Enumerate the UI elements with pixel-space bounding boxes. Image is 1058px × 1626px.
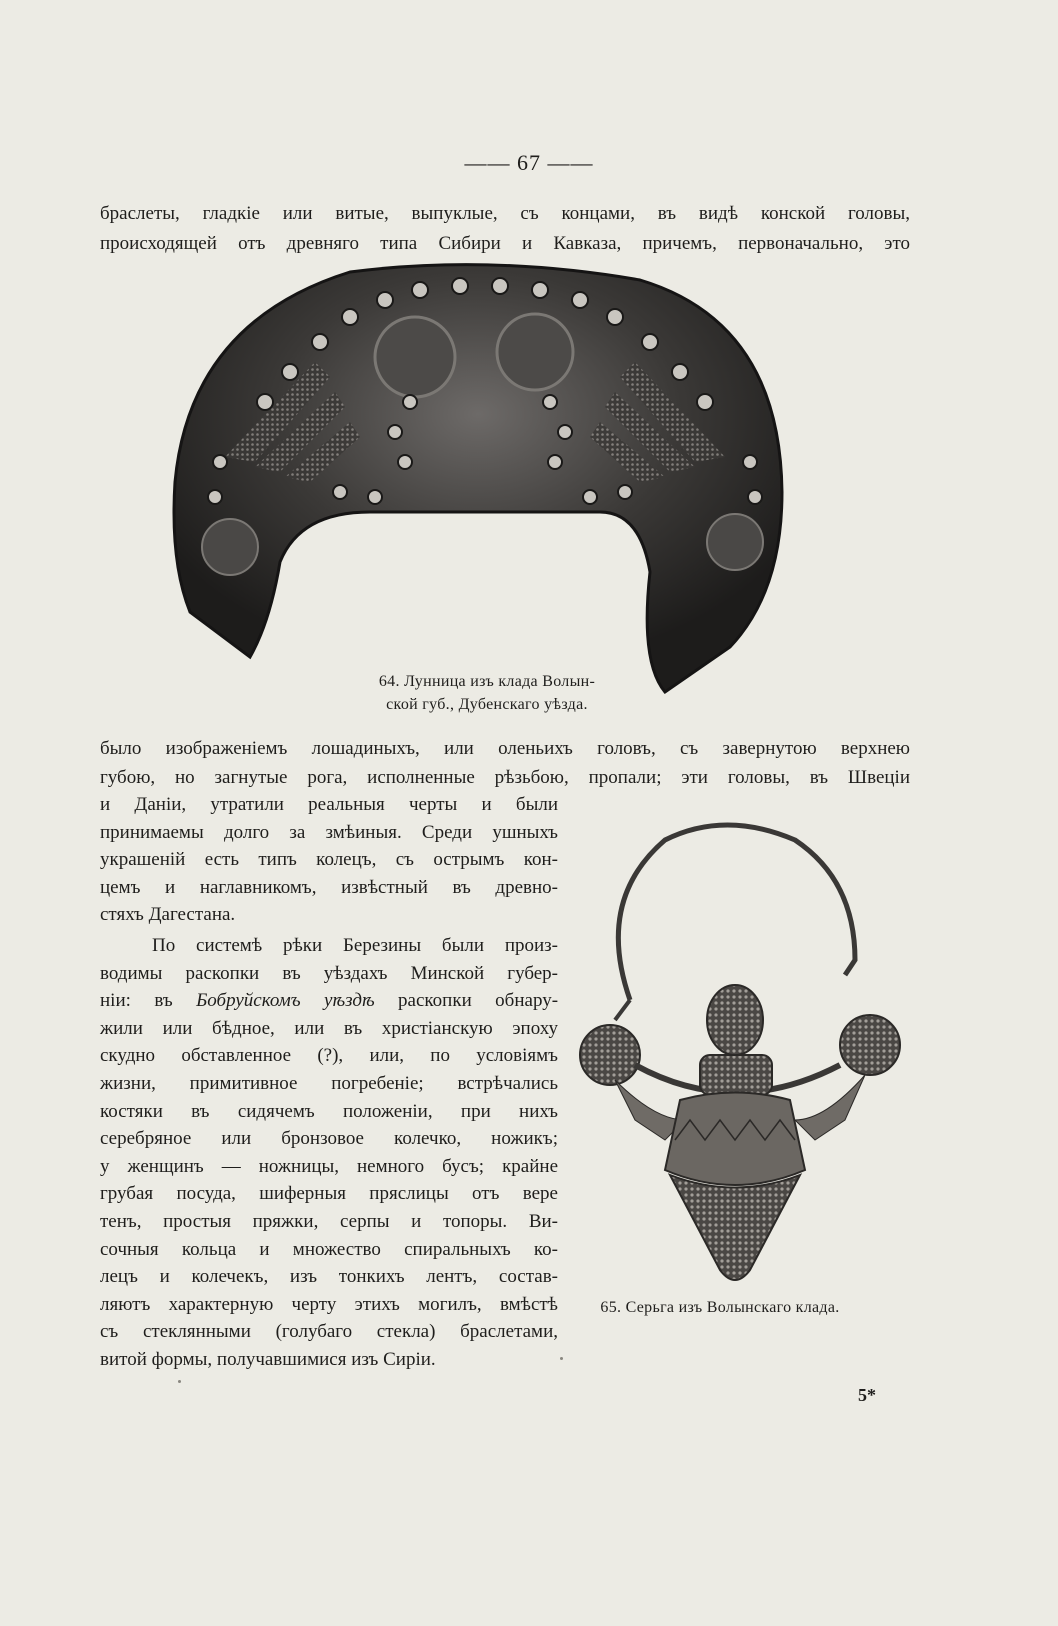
- text-line: принимаемы долго за змѣиныя. Среди ушныхъ: [100, 821, 558, 843]
- text-line: жизни, примитивное погребеніе; встрѣчались: [100, 1072, 558, 1094]
- text-line: у женщинъ — ножницы, немного бусъ; крайне: [100, 1155, 558, 1177]
- text-column: [100, 791, 558, 1373]
- italic-place-name: Бобруйскомъ уѣздѣ: [196, 990, 375, 1012]
- figure-65-caption: 65. Серьга изъ Волынскаго клада.: [600, 1299, 840, 1316]
- text-line: скудно обставленное (?), или, по условіямъ: [100, 1045, 558, 1067]
- text-line: губою, но загнутые рога, исполненные рѣзьбою, пропали; эти головы, въ Швеціи: [100, 767, 910, 788]
- text-line: грубая посуда, шиферныя пряслицы отъ вере: [100, 1183, 558, 1205]
- text-line: костяки въ сидячемъ положеніи, при нихъ: [100, 1100, 558, 1122]
- paper-speck: [178, 1380, 181, 1383]
- text-line: съ стеклянными (голубаго стекла) браслетами,: [100, 1321, 558, 1343]
- text-line: жили или бѣдное, или въ христіанскую эпоху: [100, 1017, 558, 1039]
- text-line: сочныя кольца и множество спиральныхъ ко-: [100, 1238, 558, 1260]
- signature-mark: 5*: [858, 1385, 876, 1405]
- text-fragment: ніи: въ: [100, 990, 197, 1012]
- paper-speck: [560, 1357, 563, 1360]
- text-fragment: раскопки обнару-: [374, 990, 559, 1012]
- text-line: ляютъ характерную черту этихъ могилъ, вмѣстѣ: [100, 1293, 558, 1315]
- text-line: серебряное или бронзовое колечко, ножикъ;: [100, 1128, 558, 1150]
- text-line: витой формы, получавшимися изъ Сиріи.: [100, 1348, 436, 1370]
- text-line: и Даніи, утратили реальныя черты и были: [100, 794, 558, 815]
- figure-64-caption: [332, 670, 642, 716]
- text-line: было изображеніемъ лошадиныхъ, или оленьихъ головъ, съ завернутою верхнею: [100, 738, 910, 759]
- text-line: [100, 987, 558, 1015]
- text-line: цемъ и наглавникомъ, извѣстный въ древно-: [100, 876, 558, 898]
- text-line: лецъ и колечекъ, изъ тонкихъ лентъ, состав-: [100, 1266, 558, 1288]
- text-line: браслеты, гладкіе или витые, выпуклые, съ концами, въ видѣ конской головы,: [100, 203, 910, 224]
- text-line: водимы раскопки въ уѣздахъ Минской губер-: [100, 962, 558, 984]
- lunula-illustration: [170, 262, 800, 712]
- text-line: украшеній есть типъ колецъ, съ острымъ кон-: [100, 849, 558, 871]
- text-line: тенъ, простыя пряжки, серпы и топоры. Ви-: [100, 1210, 558, 1232]
- text-line: стяхъ Дагестана.: [100, 904, 236, 926]
- page-number: —— 67 ——: [464, 150, 594, 175]
- caption-line: ской губ., Дубенскаго уѣзда.: [386, 696, 588, 713]
- earring-illustration: [575, 820, 905, 1330]
- text-line: происходящей отъ древняго типа Сибири и Кавказа, причемъ, первоначально, это: [100, 233, 910, 254]
- caption-line: 64. Лунница изъ клада Волын-: [378, 673, 596, 690]
- text-line: По системѣ рѣки Березины были произ-: [152, 934, 558, 956]
